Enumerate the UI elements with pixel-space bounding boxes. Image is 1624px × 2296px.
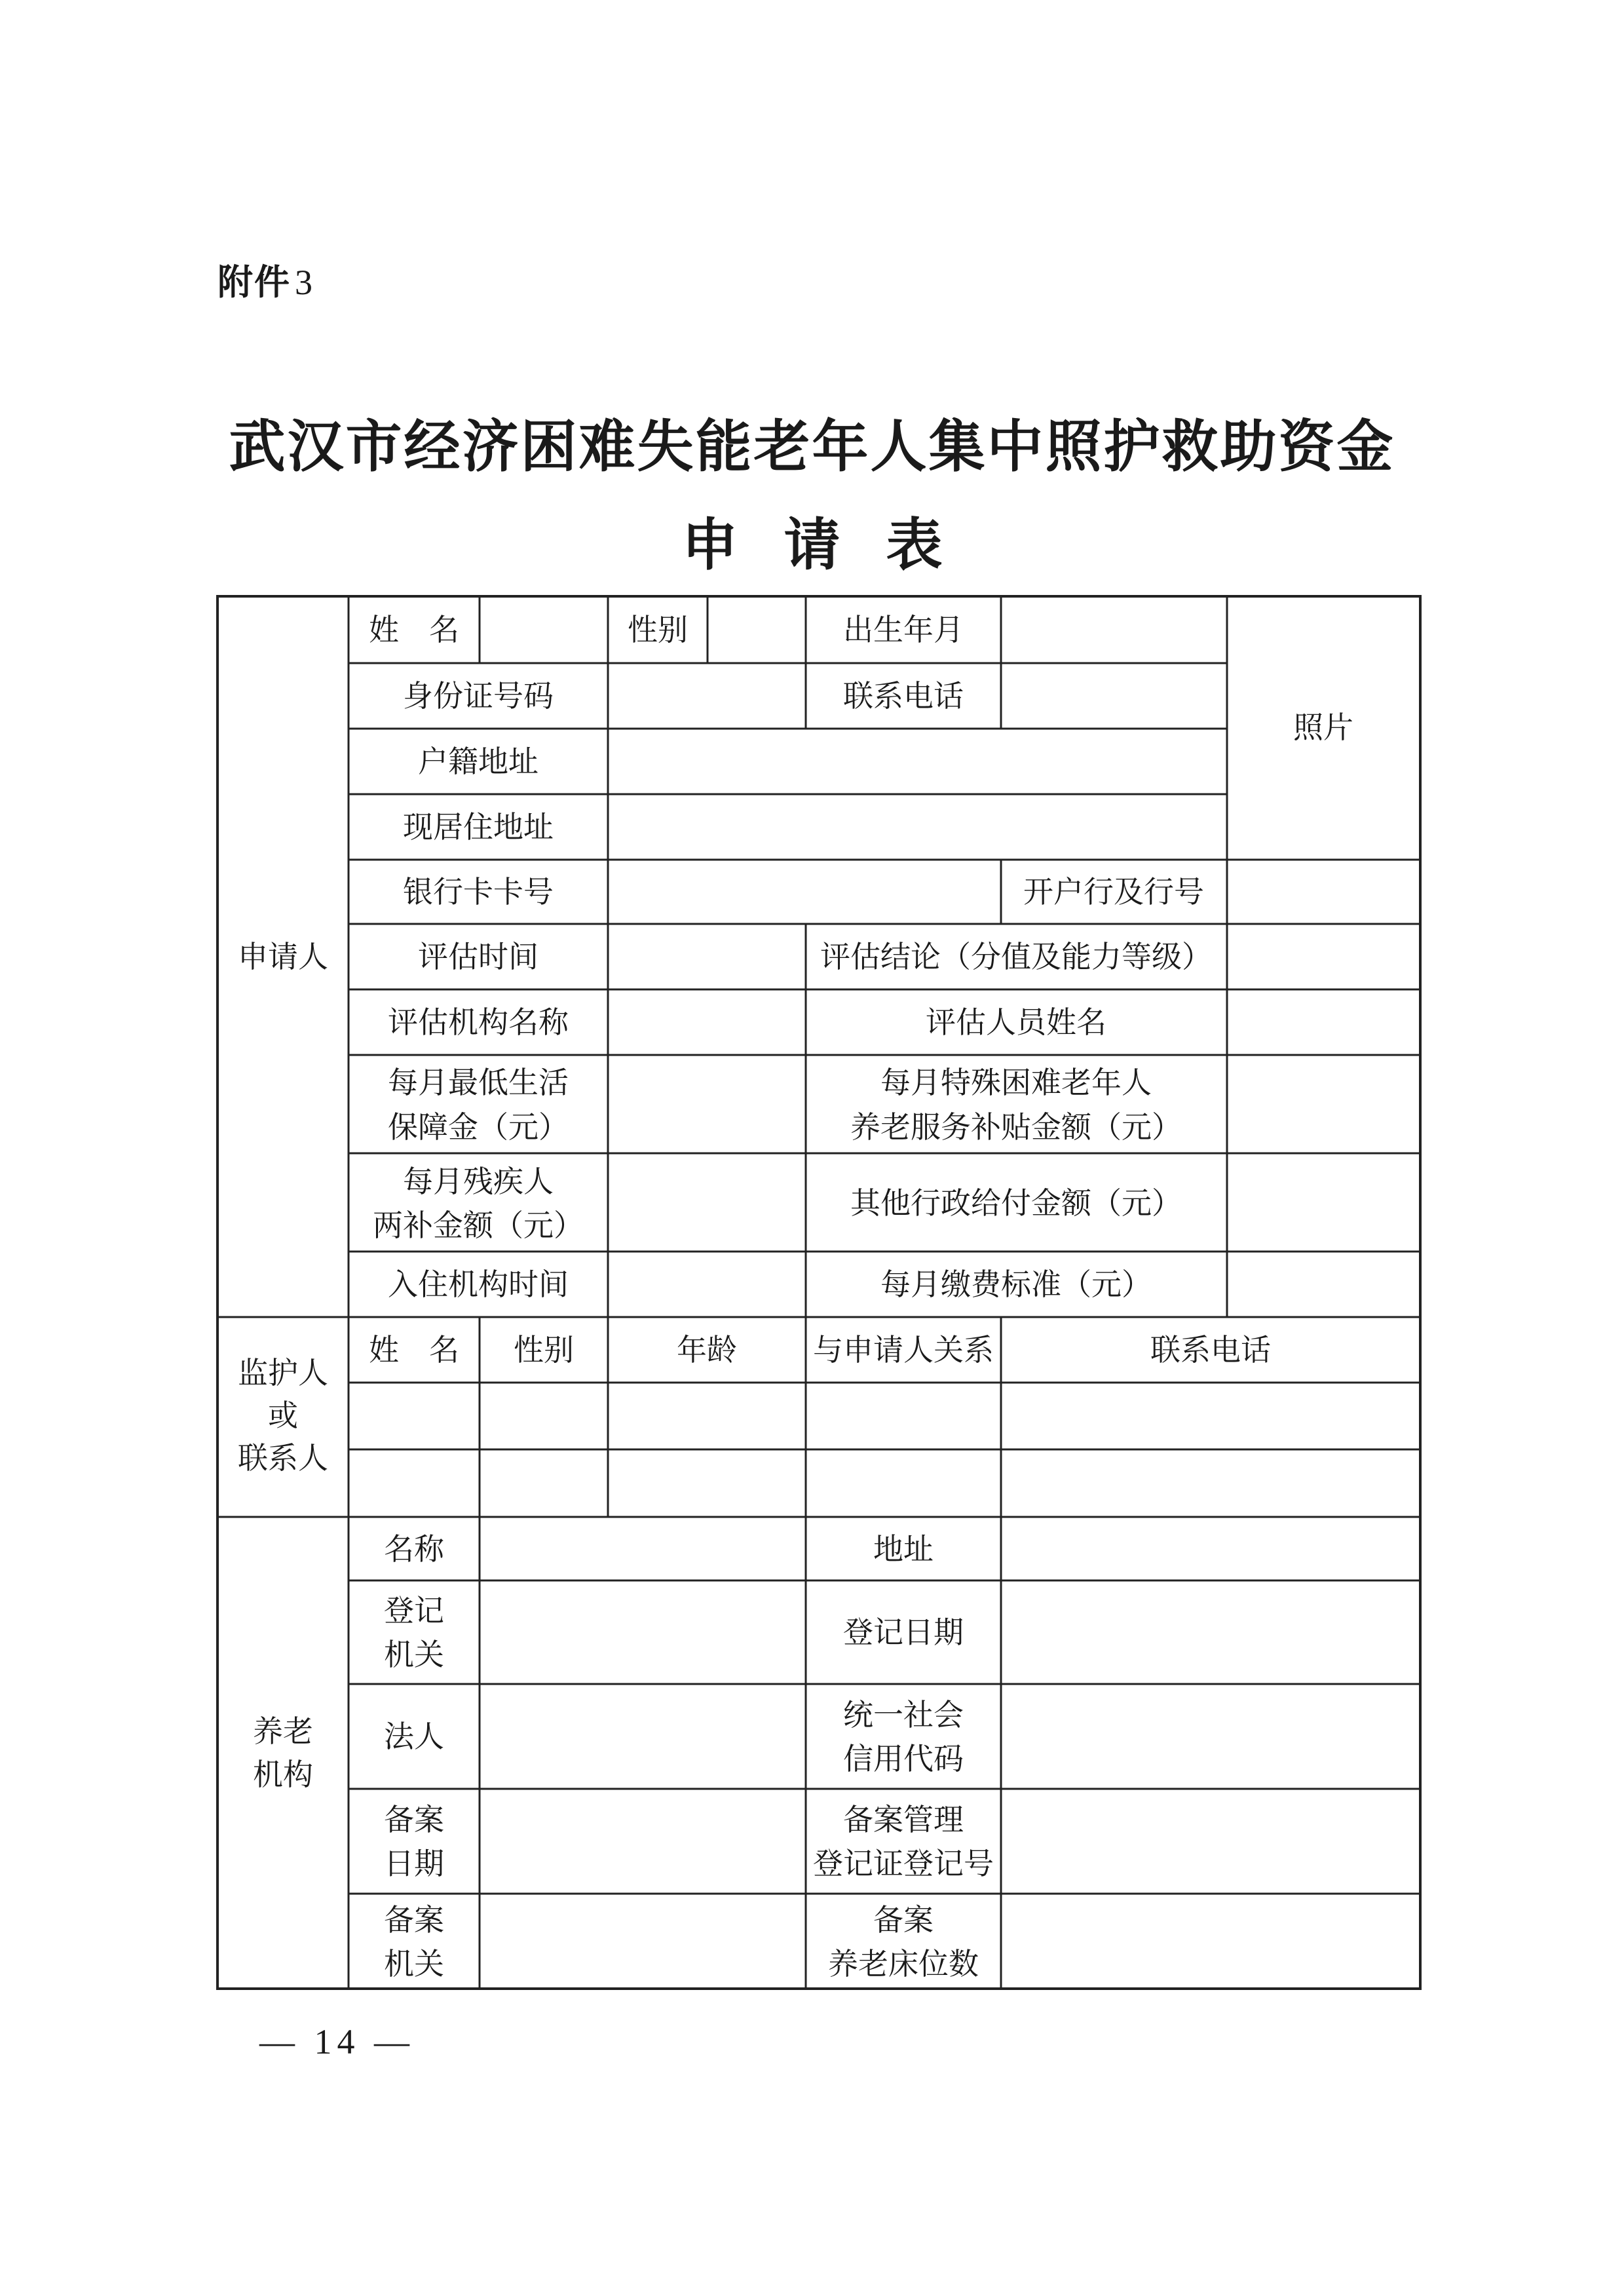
- inst-label-reg-authority-line1: 登记: [384, 1593, 444, 1628]
- inst-label-credit-code-line1: 统一社会: [843, 1697, 964, 1732]
- guardian-label-phone: 联系电话: [1150, 1332, 1271, 1368]
- label-assess-result: 评估结论（分值及能力等级）: [820, 939, 1212, 974]
- document-subtitle: 申请表: [681, 512, 989, 578]
- document-title: 武汉市经济困难失能老年人集中照护救助资金: [229, 413, 1395, 480]
- label-assessor: 评估人员姓名: [926, 1004, 1106, 1040]
- label-household-address: 户籍地址: [418, 744, 538, 779]
- label-current-address: 现居住地址: [403, 809, 554, 845]
- label-bank-branch: 开户行及行号: [1023, 874, 1204, 909]
- inst-label-filing-date-line1: 备案: [384, 1802, 444, 1837]
- section-guardian-line3: 联系人: [238, 1440, 328, 1476]
- label-min-living-line2: 保障金（元）: [388, 1109, 569, 1145]
- label-admission-time: 入住机构时间: [388, 1267, 569, 1302]
- label-special-subsidy-line1: 每月特殊困难老年人: [880, 1065, 1152, 1100]
- label-gender: 性别: [628, 612, 688, 647]
- inst-label-address: 地址: [873, 1531, 934, 1567]
- inst-label-name: 名称: [384, 1531, 444, 1567]
- label-photo: 照片: [1293, 710, 1353, 745]
- guardian-label-name: 姓 名: [369, 1332, 459, 1368]
- inst-label-reg-date: 登记日期: [843, 1615, 964, 1650]
- inst-label-credit-code-line2: 信用代码: [843, 1741, 964, 1776]
- guardian-label-relation: 与申请人关系: [813, 1332, 994, 1368]
- section-guardian-line1: 监护人: [238, 1355, 328, 1390]
- label-monthly-fee: 每月缴费标准（元）: [880, 1267, 1152, 1302]
- inst-label-filing-cert-line2: 登记证登记号: [813, 1846, 994, 1881]
- page-number: — 14 —: [259, 2022, 415, 2061]
- attachment-label: 附件 3: [217, 261, 314, 303]
- section-institution-line1: 养老: [253, 1713, 313, 1749]
- inst-label-filing-cert-line1: 备案管理: [843, 1802, 964, 1837]
- inst-label-filing-date-line2: 日期: [384, 1846, 444, 1881]
- inst-label-beds-line1: 备案: [873, 1902, 934, 1938]
- inst-label-filing-authority-line1: 备案: [384, 1902, 444, 1938]
- guardian-label-age: 年龄: [677, 1332, 737, 1368]
- guardian-label-gender: 性别: [514, 1332, 574, 1368]
- label-birth: 出生年月: [843, 612, 964, 647]
- inst-label-filing-authority-line2: 机关: [384, 1946, 444, 1981]
- inst-label-reg-authority-line2: 机关: [384, 1637, 444, 1672]
- label-name: 姓 名: [369, 612, 459, 647]
- label-bank-card: 银行卡卡号: [403, 874, 554, 909]
- section-institution-line2: 机构: [253, 1757, 313, 1792]
- label-min-living-line1: 每月最低生活: [388, 1065, 569, 1100]
- label-assess-time: 评估时间: [418, 939, 538, 974]
- inst-label-beds-line2: 养老床位数: [828, 1946, 979, 1981]
- label-disability-line2: 两补金额（元）: [373, 1208, 584, 1243]
- label-special-subsidy-line2: 养老服务补贴金额（元）: [850, 1109, 1182, 1145]
- section-applicant: 申请人: [238, 939, 328, 974]
- label-assess-org: 评估机构名称: [388, 1004, 569, 1040]
- label-id-number: 身份证号码: [403, 678, 554, 714]
- label-other-admin: 其他行政给付金额（元）: [850, 1185, 1182, 1221]
- label-phone: 联系电话: [843, 678, 964, 714]
- label-disability-line1: 每月残疾人: [403, 1164, 554, 1199]
- inst-label-legal-person: 法人: [384, 1719, 444, 1754]
- section-guardian-line2: 或: [268, 1398, 298, 1433]
